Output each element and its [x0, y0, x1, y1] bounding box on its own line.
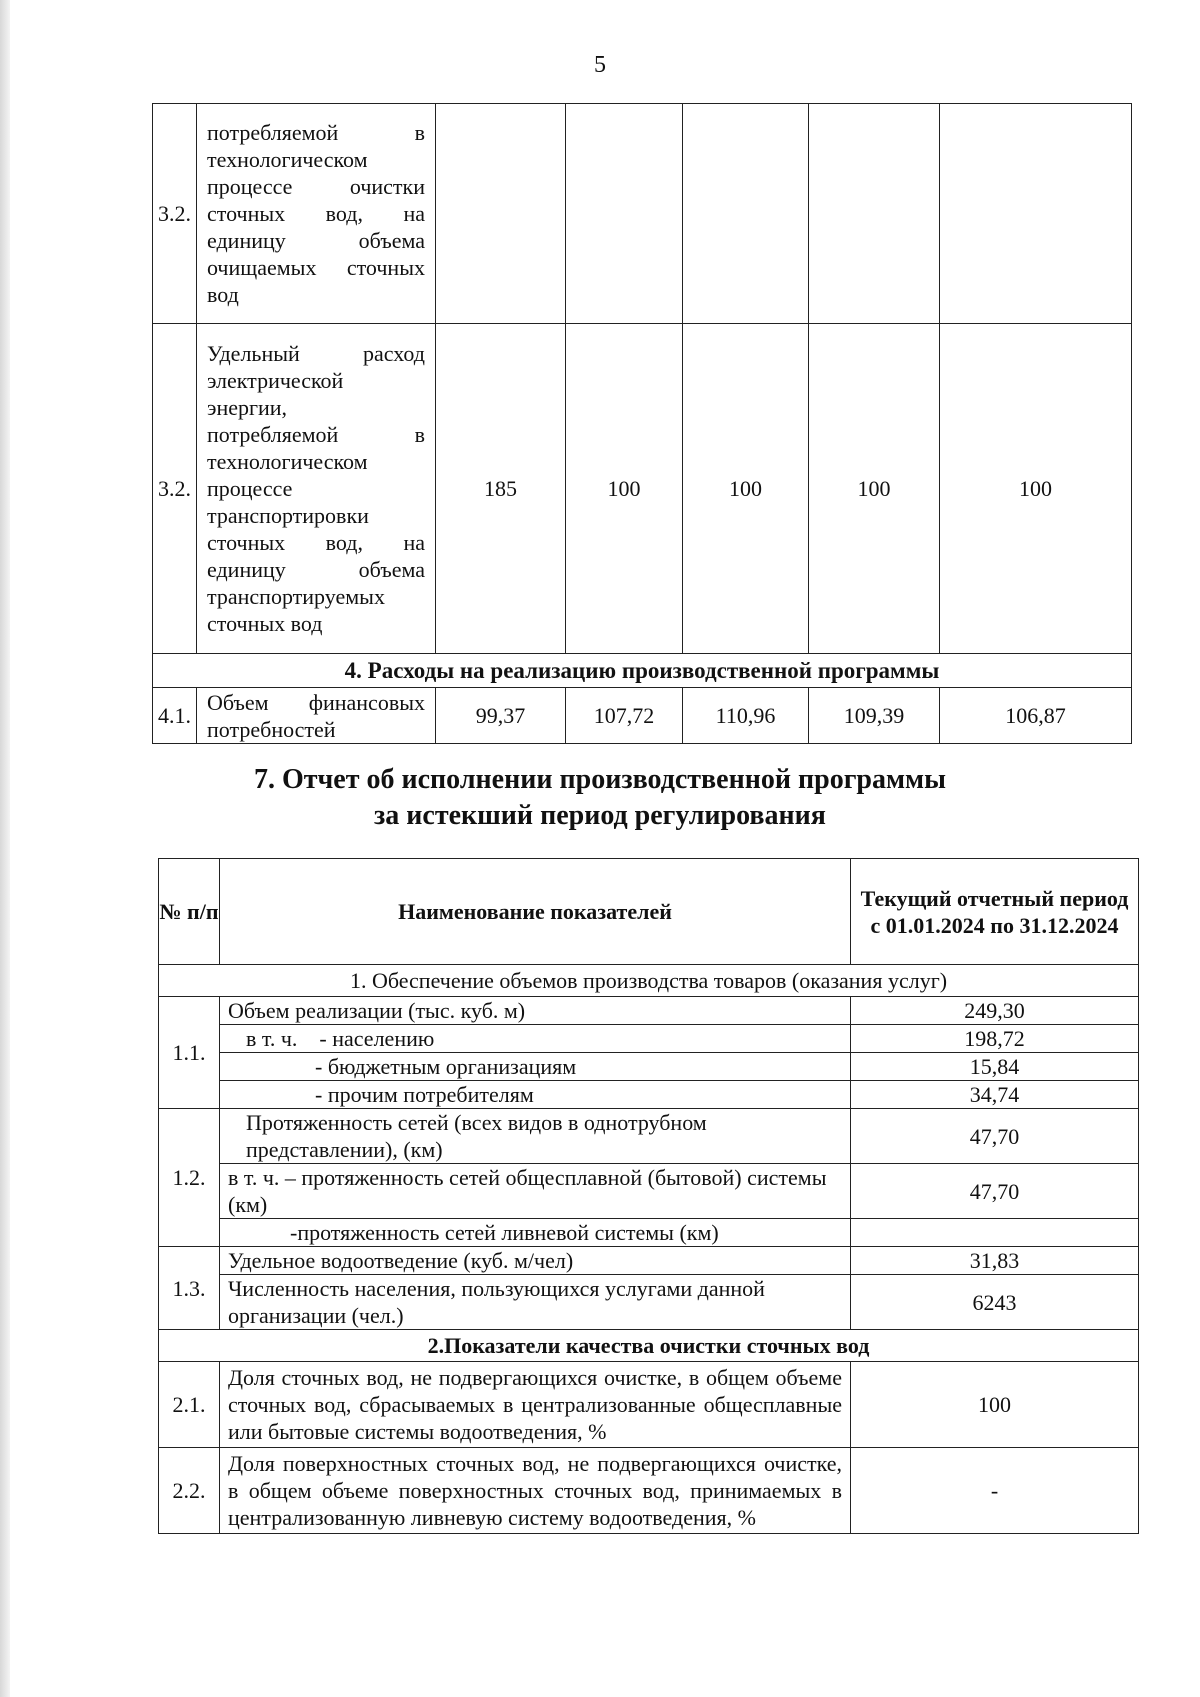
table-row: [159, 1053, 1139, 1081]
empty-cell: [566, 104, 683, 324]
indicator-name: в т. ч. – протяженность сетей общесплавной (бытовой) системы (км): [220, 1164, 851, 1219]
text-line: Объем финансовых: [207, 689, 425, 715]
row-number: 1.1.: [159, 997, 220, 1109]
value-cell: 6243: [851, 1275, 1139, 1330]
empty-cell: [683, 104, 809, 324]
indicator-name: Численность населения, пользующихся услугами данной организации (чел.): [220, 1275, 851, 1330]
text-line: сточных вод, на: [207, 201, 425, 226]
table-row: [159, 1025, 1139, 1053]
value-cell: -: [851, 1448, 1139, 1534]
indicator-name: Доля сточных вод, не подвергающихся очистке, в общем объеме сточных вод, сбрасываемых в централизованные общесплавные или бытовые системы водоотведения, %: [220, 1362, 851, 1448]
row-number: 3.2.: [153, 324, 197, 654]
header-period: Текущий отчетный период с 01.01.2024 по 31.12.2024: [851, 859, 1139, 965]
table-row: [153, 104, 1132, 324]
indicator-name: [197, 104, 436, 324]
header-row: [159, 859, 1139, 965]
header-number: № п/п: [159, 859, 220, 965]
row-number: 2.1.: [159, 1362, 220, 1448]
text-line: процессе: [207, 476, 293, 501]
text-line: технологическом: [207, 147, 368, 172]
indicator-name: Удельное водоотведение (куб. м/чел): [220, 1247, 851, 1275]
section-heading: 4. Расходы на реализацию производственной программы: [153, 654, 1132, 688]
row-number: 1.3.: [159, 1247, 220, 1330]
value-cell: 34,74: [851, 1081, 1139, 1109]
value-cell: 99,37: [436, 688, 566, 744]
text-line: процессе очистки: [207, 174, 425, 199]
table-row: [153, 688, 1132, 744]
value-cell: [851, 1219, 1139, 1247]
indicator-name: -протяженность сетей ливневой системы (км): [220, 1219, 851, 1247]
header-name: Наименование показателей: [220, 859, 851, 965]
text-line: потребляемой в: [207, 120, 425, 145]
indicator-name: [197, 688, 436, 744]
indicator-name: [197, 324, 436, 654]
text-line: технологическом: [207, 449, 368, 474]
value-cell: 47,70: [851, 1164, 1139, 1219]
value-cell: 100: [683, 324, 809, 654]
value-cell: 185: [436, 324, 566, 654]
section-title: [0, 762, 1200, 834]
section-heading: 1. Обеспечение объемов производства товаров (оказания услуг): [159, 965, 1139, 997]
production-program-table-continued: [152, 103, 1132, 744]
table-row: [159, 997, 1139, 1025]
value-cell: 47,70: [851, 1109, 1139, 1164]
page-number: 5: [594, 52, 606, 78]
indicator-name: Объем реализации (тыс. куб. м): [220, 997, 851, 1025]
text-line: вод: [207, 282, 239, 307]
value-cell: 107,72: [566, 688, 683, 744]
value-cell: 198,72: [851, 1025, 1139, 1053]
value-cell: 249,30: [851, 997, 1139, 1025]
row-number: 3.2.: [153, 104, 197, 324]
row-number: 2.2.: [159, 1448, 220, 1534]
text-line: электрической: [207, 368, 344, 393]
value-cell: 100: [566, 324, 683, 654]
value-cell: 106,87: [940, 688, 1132, 744]
empty-cell: [940, 104, 1132, 324]
section-row: [159, 965, 1139, 997]
text-line: Удельный расход: [207, 341, 425, 366]
table-row: [159, 1081, 1139, 1109]
text-line: очищаемых сточных: [207, 255, 425, 280]
table-row: [159, 1219, 1139, 1247]
title-line-2: за истекший период регулирования: [374, 800, 826, 831]
row-number: 4.1.: [153, 688, 197, 744]
title-line-1: 7. Отчет об исполнении производственной программы: [253, 764, 946, 795]
indicator-name: Протяженность сетей (всех видов в однотрубном представлении), (км): [220, 1109, 851, 1164]
text-line: единицу объема: [207, 228, 425, 253]
text-line: транспортировки: [207, 503, 369, 528]
text-line: единицу объема: [207, 557, 425, 582]
empty-cell: [809, 104, 940, 324]
text-line: потребностей: [207, 716, 336, 742]
table-row: [159, 1275, 1139, 1330]
table-row: [159, 1164, 1139, 1219]
indicator-name: в т. ч. - населению: [220, 1025, 851, 1053]
value-cell: 109,39: [809, 688, 940, 744]
table-row: [159, 1362, 1139, 1448]
table-row: [159, 1247, 1139, 1275]
section-row: [153, 654, 1132, 688]
scan-edge: [0, 0, 10, 1697]
row-number: 1.2.: [159, 1109, 220, 1247]
text-line: сточных вод, на: [207, 530, 425, 555]
text-line: сточных вод: [207, 611, 323, 636]
value-cell: 100: [940, 324, 1132, 654]
table-row: [153, 324, 1132, 654]
indicator-name: - прочим потребителям: [220, 1081, 851, 1109]
text-line: потребляемой в: [207, 422, 425, 447]
value-cell: 15,84: [851, 1053, 1139, 1081]
value-cell: 100: [851, 1362, 1139, 1448]
text-line: энергии,: [207, 395, 288, 420]
empty-cell: [436, 104, 566, 324]
section-row: [159, 1330, 1139, 1362]
indicator-name: - бюджетным организациям: [220, 1053, 851, 1081]
table-row: [159, 1109, 1139, 1164]
table-row: [159, 1448, 1139, 1534]
value-cell: 110,96: [683, 688, 809, 744]
indicator-name: Доля поверхностных сточных вод, не подвергающихся очистке, в общем объеме поверхностных сточных вод, принимаемых в централизованную ливневую систему водоотведения, %: [220, 1448, 851, 1534]
section-heading: 2.Показатели качества очистки сточных вод: [159, 1330, 1139, 1362]
text-line: транспортируемых: [207, 584, 385, 609]
program-report-table: [158, 858, 1139, 1534]
value-cell: 31,83: [851, 1247, 1139, 1275]
value-cell: 100: [809, 324, 940, 654]
